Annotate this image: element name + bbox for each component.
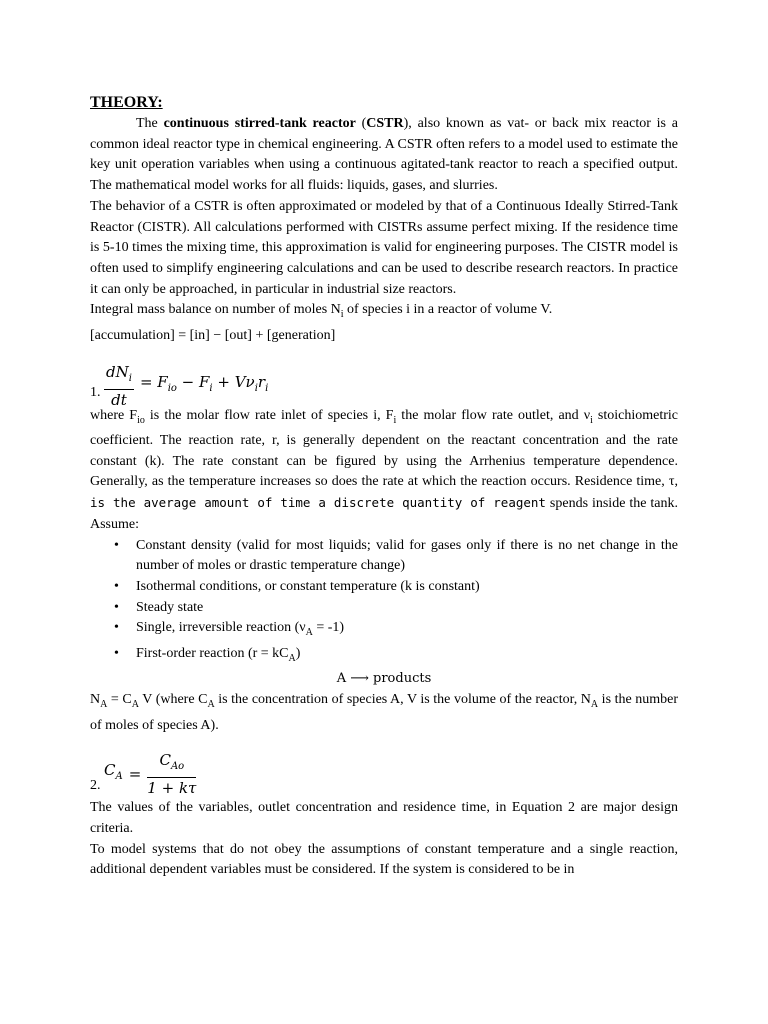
- equation-2: [90, 750, 678, 798]
- equation-2-math: $C_A$ = $\frac{C_{Ao}}{1 + k\tau}$: [104, 751, 197, 798]
- balance-statement: [accumulation] = [in] − [out] + [generation]: [90, 327, 336, 343]
- assumptions-list: [90, 536, 678, 670]
- derivative-fraction: $\frac{dN_i}{dt}$: [106, 362, 132, 409]
- reaction-equation: A ⟶ products: [336, 671, 432, 687]
- paragraph-cistr: The behavior of a CSTR is often approximated or modeled by that of a Continuous Ideally Stirred-Tank Reactor (CISTR). All calculations performed with CISTRs assume perfect mixing. If the residence time is 5-10 times the mixing time, this approximation is valid for engineering purposes. The CISTR model is often used to simplify engineering calculations and can be used to describe research reactors. In practice it can only be approached, in particular in industrial size reactors.: [90, 198, 678, 297]
- equation-1: [90, 362, 678, 409]
- paragraph-intro: The continuous stirred-tank reactor (CSTR), also known as vat- or back mix reactor is a common ideal reactor type in chemical engineering. A CSTR often refers to a model used to estimate the key unit operation variables when using a continuous agitated-tank reactor to reach a specified output. The mathematical model works for all fluids: liquids, gases, and slurries.: [90, 116, 679, 194]
- section-title: THEORY:: [90, 94, 163, 111]
- equation-1-math: $\frac{dN_i}{dt}$ = $F_{io} - F_i + V\nu_ir_i$: [106, 362, 269, 409]
- paragraph-moles: $N_A = C_A$ V (where $C_A$ is the concentration of species A, V is the volume of the reactor, $N_A$ is the number of moles of species A).: [90, 692, 679, 733]
- paragraph-mass-balance: Integral mass balance on number of moles $N_i$ of species i in a reactor of volume V.: [90, 302, 553, 321]
- paragraph-model-systems: To model systems that do not obey the assumptions of constant temperature and a single reaction, additional dependent variables must be considered. If the system is considered to be in: [90, 841, 678, 878]
- document-page: [90, 92, 678, 881]
- equation-number: 2.: [90, 777, 101, 793]
- list-item: • First-order reaction $(r = kC_A)$: [90, 644, 678, 670]
- list-item: • Constant density (valid for most liquids; valid for gases only if there is no net change in the number of moles or drastic temperature change): [90, 536, 678, 577]
- concentration-fraction: $\frac{C_{Ao}}{1 + k\tau}$: [147, 751, 197, 798]
- list-item: • Isothermal conditions, or constant temperature (k is constant): [90, 577, 678, 598]
- list-item: • Steady state: [90, 598, 678, 619]
- list-item: • Single, irreversible reaction $(\nu_A = -1)$: [90, 618, 678, 644]
- paragraph-variables: where $F_{io}$ is the molar flow rate inlet of species i, $F_i$ the molar flow rate outlet, and $\nu_i$ stoichiometric coefficient. The reaction rate, r, is generally dependent on the reactant concentration and the rate constant (k). The rate constant can be figured by using the Arrhenius temperature dependence. Generally, as the temperature increases so does the rate at which the reaction occurs. Residence time, τ, is the average amount of time a discrete quantity of reagent spends inside the tank. Assume:: [90, 407, 679, 532]
- paragraph-design-criteria: The values of the variables, outlet concentration and residence time, in Equation 2 are major design criteria.: [90, 800, 678, 836]
- equation-number: 1.: [90, 384, 101, 400]
